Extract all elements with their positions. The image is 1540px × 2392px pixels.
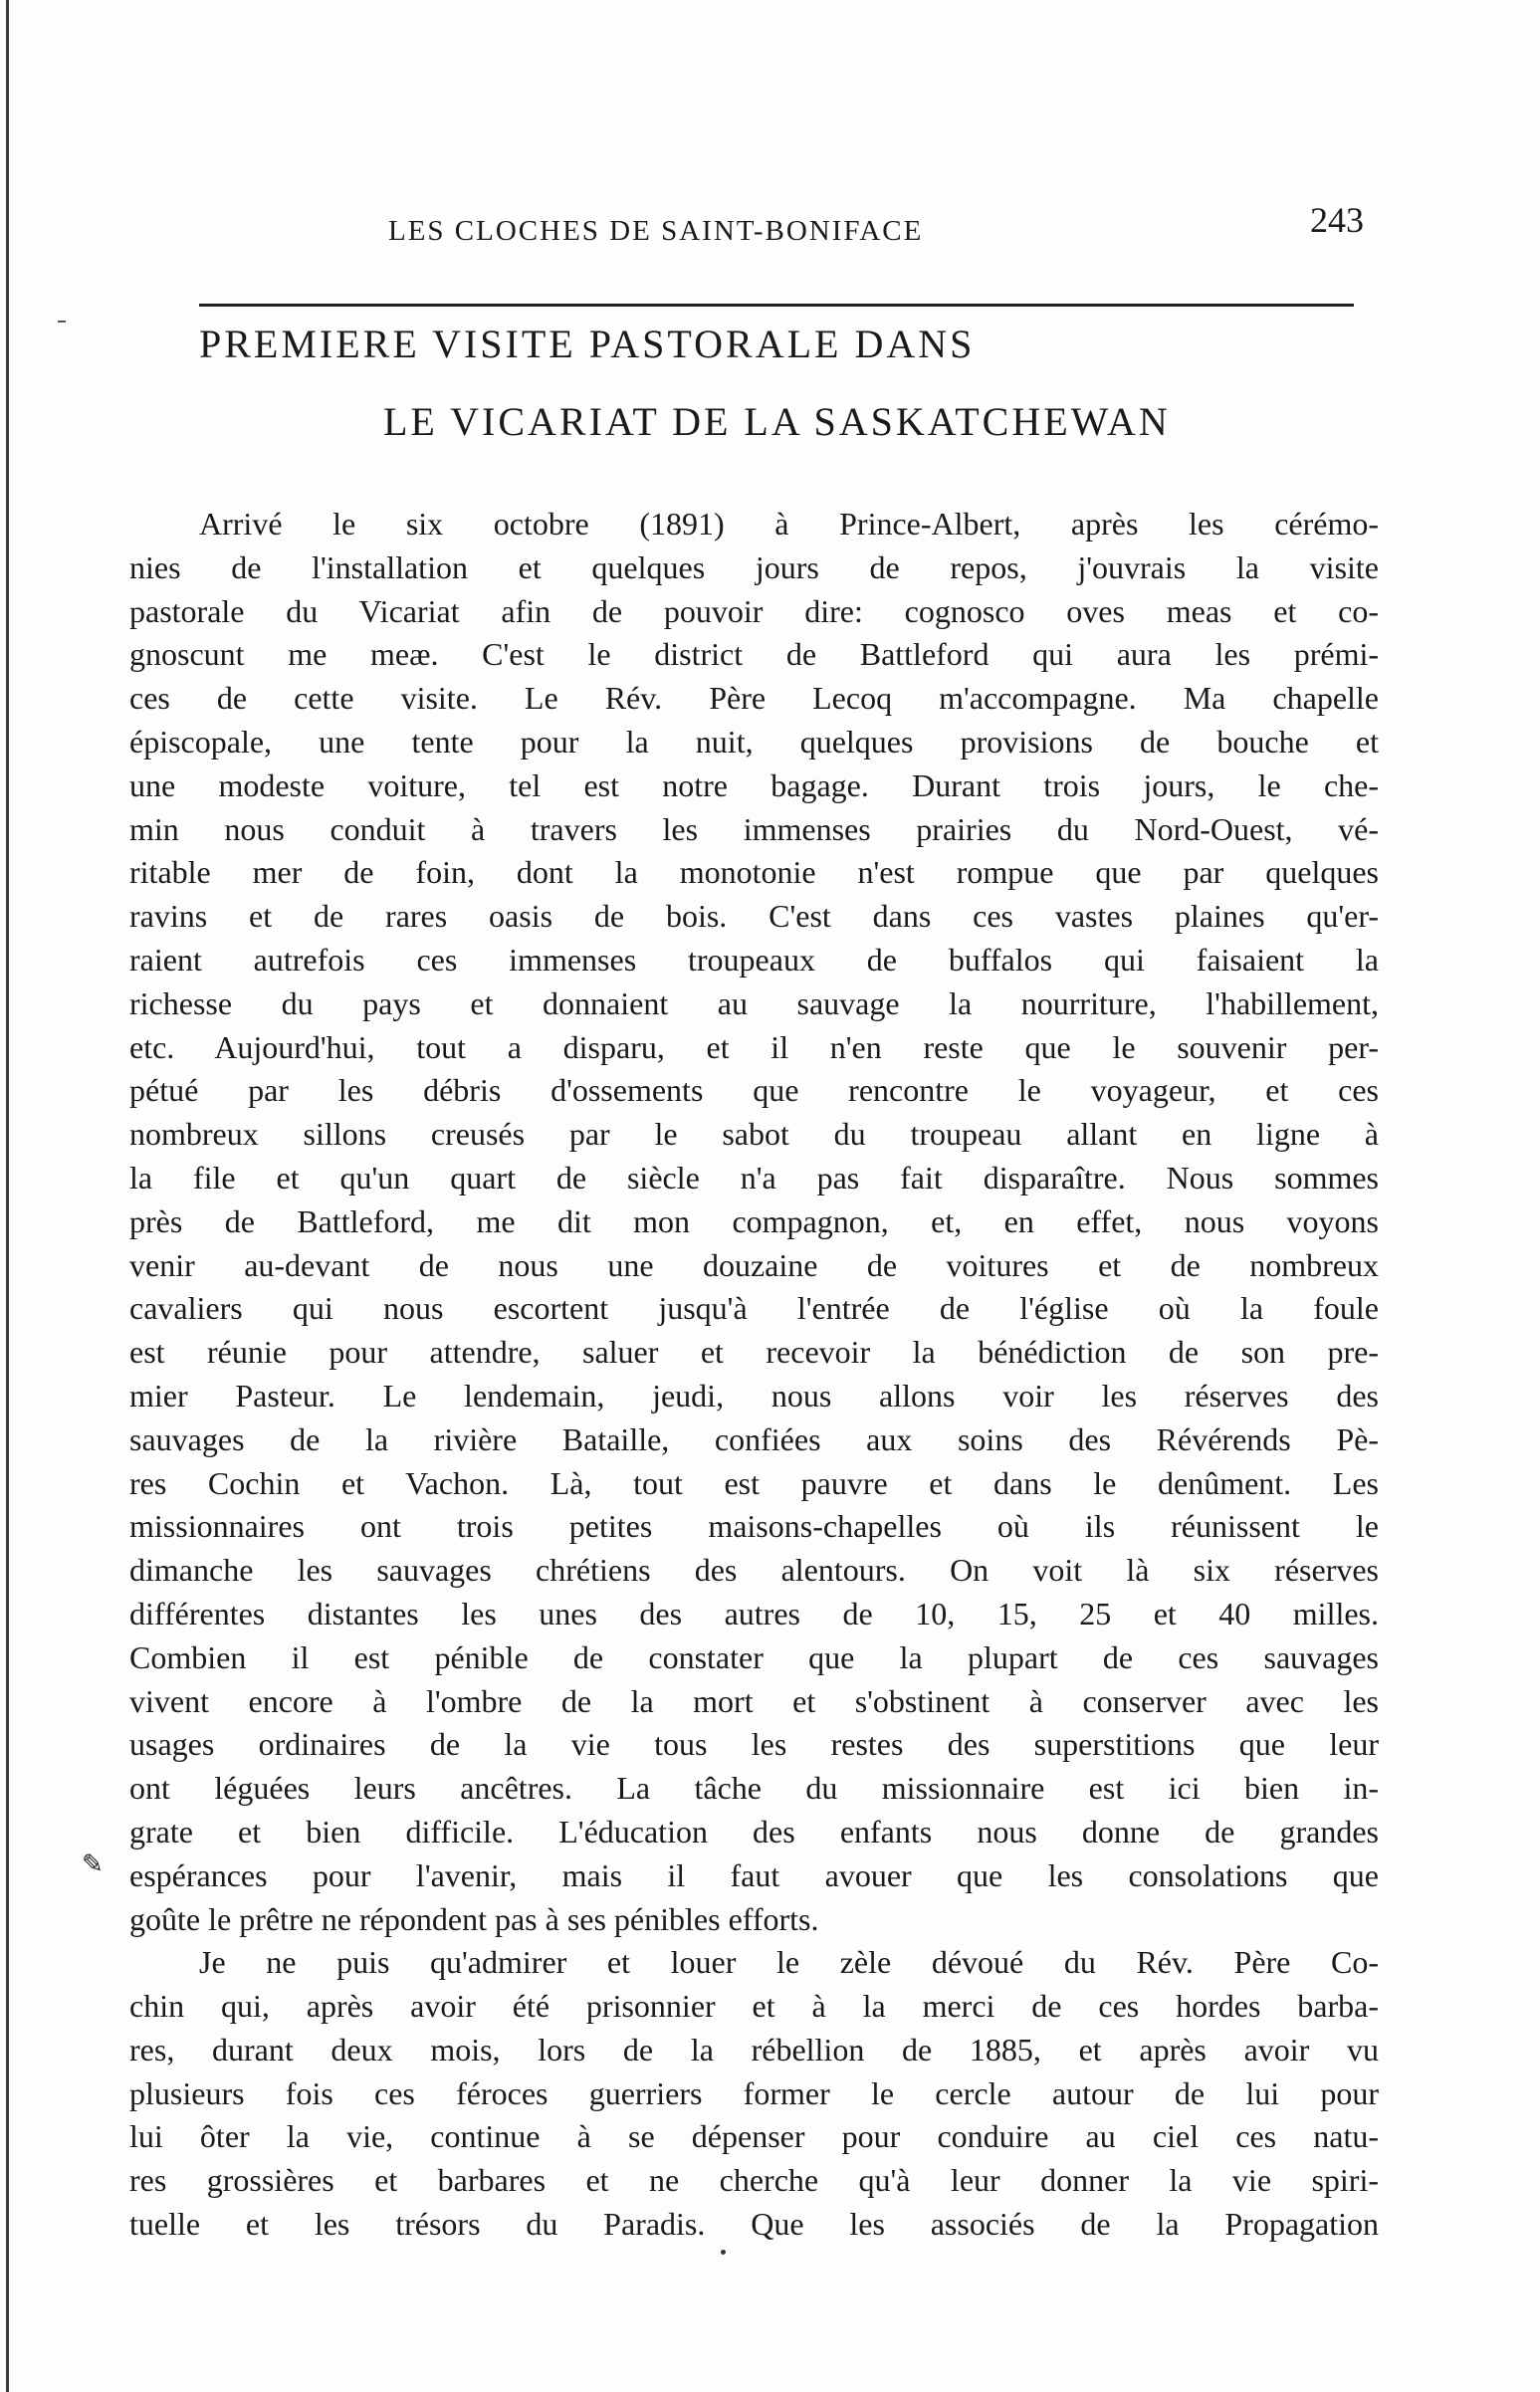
text-line: raient autrefois ces immenses troupeaux de buffalos qui faisaient la	[129, 941, 1379, 978]
text-line: ritable mer de foin, dont la monotonie n'est rompue que par quelques	[129, 854, 1379, 891]
text-line: Combien il est pénible de constater que la plupart de ces sauvages	[129, 1638, 1379, 1675]
text-line: épiscopale, une tente pour la nuit, quelques provisions de bouche et	[129, 723, 1379, 760]
header-rule	[199, 304, 1354, 307]
text-line: mier Pasteur. Le lendemain, jeudi, nous allons voir les réserves des	[129, 1377, 1379, 1413]
body-text	[129, 503, 1379, 2247]
footer-dot	[721, 2250, 726, 2255]
text-line: une modeste voiture, tel est notre bagage. Durant trois jours, le che-	[129, 766, 1379, 803]
text-line: gnoscunt me meæ. C'est le district de Battleford qui aura les prémi-	[129, 636, 1379, 673]
text-line: Je ne puis qu'admirer et louer le zèle dévoué du Rév. Père Co-	[199, 1944, 1379, 1981]
text-line: ont léguées leurs ancêtres. La tâche du missionnaire est ici bien in-	[129, 1770, 1379, 1807]
margin-mark: ✎	[82, 1849, 104, 1878]
text-line: lui ôter la vie, continue à se dépenser pour conduire au ciel ces natu-	[129, 2118, 1379, 2155]
text-line: richesse du pays et donnaient au sauvage la nourriture, l'habillement,	[129, 984, 1379, 1021]
section-heading-line-1: PREMIERE VISITE PASTORALE DANS	[199, 322, 976, 366]
text-line: venir au-devant de nous une douzaine de voitures et de nombreux	[129, 1246, 1379, 1283]
text-line: grate et bien difficile. L'éducation des enfants nous donne de grandes	[129, 1813, 1379, 1849]
text-line: vivent encore à l'ombre de la mort et s'obstinent à conserver avec les	[129, 1682, 1379, 1719]
text-line: espérances pour l'avenir, mais il faut avouer que les consolations que	[129, 1856, 1379, 1893]
text-line: pétué par les débris d'ossements que rencontre le voyageur, et ces	[129, 1072, 1379, 1109]
text-line: usages ordinaires de la vie tous les restes des superstitions que leur	[129, 1726, 1379, 1763]
running-title: LES CLOCHES DE SAINT-BONIFACE	[388, 215, 924, 247]
text-line: res, durant deux mois, lors de la rébellion de 1885, et après avoir vu	[129, 2031, 1379, 2067]
text-line: cavaliers qui nous escortent jusqu'à l'entrée de l'église où la foule	[129, 1290, 1379, 1327]
text-line: dimanche les sauvages chrétiens des alentours. On voit là six réserves	[129, 1552, 1379, 1589]
text-line: sauvages de la rivière Bataille, confiées aux soins des Révérends Pè-	[129, 1420, 1379, 1457]
binding-edge	[6, 0, 9, 2392]
text-line: res Cochin et Vachon. Là, tout est pauvre et dans le denûment. Les	[129, 1464, 1379, 1501]
text-line: res grossières et barbares et ne cherche qu'à leur donner la vie spiri-	[129, 2162, 1379, 2199]
text-line: tuelle et les trésors du Paradis. Que les associés de la Propagation	[129, 2206, 1379, 2243]
text-line: près de Battleford, me dit mon compagnon, et, en effet, nous voyons	[129, 1202, 1379, 1239]
text-line: ces de cette visite. Le Rév. Père Lecoq m'accompagne. Ma chapelle	[129, 680, 1379, 717]
text-line: nombreux sillons creusés par le sabot du troupeau allant en ligne à	[129, 1116, 1379, 1153]
margin-dash	[58, 321, 66, 323]
page-number: 243	[1310, 200, 1364, 240]
section-heading-line-2: LE VICARIAT DE LA SASKATCHEWAN	[383, 399, 1171, 444]
text-line: différentes distantes les unes des autres de 10, 15, 25 et 40 milles.	[129, 1595, 1379, 1631]
text-line: min nous conduit à travers les immenses prairies du Nord-Ouest, vé-	[129, 810, 1379, 847]
text-line: pastorale du Vicariat afin de pouvoir dire: cognosco oves meas et co-	[129, 592, 1379, 629]
text-line: est réunie pour attendre, saluer et recevoir la bénédiction de son pre-	[129, 1334, 1379, 1371]
text-line: missionnaires ont trois petites maisons-chapelles où ils réunissent le	[129, 1508, 1379, 1545]
text-line: etc. Aujourd'hui, tout a disparu, et il n'en reste que le souvenir per-	[129, 1028, 1379, 1065]
text-line: la file et qu'un quart de siècle n'a pas fait disparaître. Nous sommes	[129, 1159, 1379, 1196]
text-line: Arrivé le six octobre (1891) à Prince-Albert, après les cérémo-	[199, 506, 1379, 542]
text-line: nies de l'installation et quelques jours de repos, j'ouvrais la visite	[129, 548, 1379, 585]
text-line: plusieurs fois ces féroces guerriers former le cercle autour de lui pour	[129, 2074, 1379, 2111]
text-line: goûte le prêtre ne répondent pas à ses pénibles efforts.	[129, 1900, 819, 1937]
running-head	[129, 185, 1364, 265]
text-line: chin qui, après avoir été prisonnier et à la merci de ces hordes barba-	[129, 1988, 1379, 2025]
text-line: ravins et de rares oasis de bois. C'est dans ces vastes plaines qu'er-	[129, 898, 1379, 935]
